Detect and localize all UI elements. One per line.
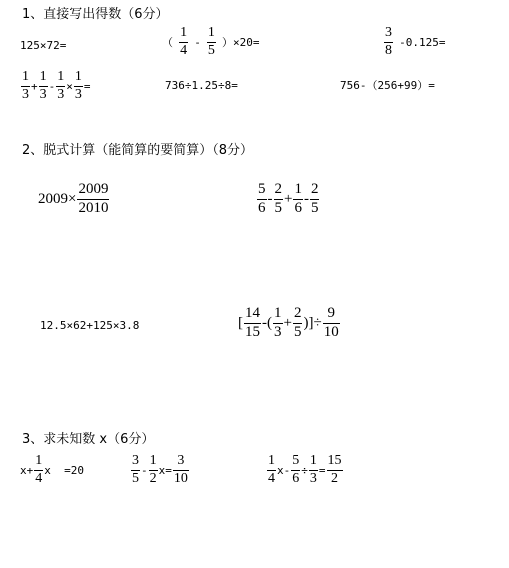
numerator: 9 bbox=[323, 306, 340, 324]
fraction bbox=[267, 454, 276, 486]
plus: + bbox=[31, 79, 38, 93]
numerator: 1 bbox=[309, 454, 318, 471]
numerator: 15 bbox=[327, 454, 343, 471]
numerator: 1 bbox=[74, 70, 83, 87]
problem-3a bbox=[20, 454, 84, 486]
minus: - bbox=[267, 190, 273, 207]
numerator: 3 bbox=[131, 454, 140, 471]
numerator: 1 bbox=[149, 454, 158, 471]
denominator: 3 bbox=[274, 323, 282, 340]
fraction bbox=[149, 454, 158, 486]
problem-1b bbox=[162, 26, 260, 58]
problem-1c bbox=[383, 26, 445, 58]
fraction bbox=[309, 454, 318, 486]
numerator: 1 bbox=[39, 70, 48, 87]
plus: + bbox=[284, 190, 293, 207]
problem-2b bbox=[256, 182, 320, 217]
fraction bbox=[323, 306, 340, 341]
x-minus: x- bbox=[277, 463, 291, 477]
fraction bbox=[327, 454, 343, 486]
fraction bbox=[293, 306, 303, 341]
problem-3c bbox=[266, 454, 344, 486]
bracket-open: [ bbox=[238, 314, 243, 331]
minus: - bbox=[141, 463, 148, 477]
numerator: 1 bbox=[267, 454, 276, 471]
divide: ÷ bbox=[301, 463, 308, 477]
denominator: 15 bbox=[245, 323, 260, 340]
numerator: 1 bbox=[207, 26, 216, 43]
denominator: 10 bbox=[173, 470, 188, 486]
fraction bbox=[179, 26, 188, 58]
denominator: 5 bbox=[293, 323, 302, 340]
denominator: 5 bbox=[207, 42, 215, 58]
denominator: 3 bbox=[74, 86, 82, 102]
fraction bbox=[310, 182, 320, 217]
fraction bbox=[74, 70, 83, 102]
denominator: 6 bbox=[258, 199, 266, 216]
expression-rest: -0.125= bbox=[399, 35, 446, 49]
fraction bbox=[77, 182, 109, 217]
denominator: 4 bbox=[268, 470, 275, 486]
fraction bbox=[257, 182, 267, 217]
fraction bbox=[274, 182, 284, 217]
paren-close-times: ）×20= bbox=[222, 35, 260, 49]
denominator: 8 bbox=[385, 42, 392, 58]
denominator: 5 bbox=[310, 199, 319, 216]
minus: - bbox=[194, 35, 201, 49]
denominator: 3 bbox=[39, 86, 47, 102]
section-3-heading: 3、求未知数 x（6分） bbox=[22, 432, 155, 447]
denominator: 4 bbox=[35, 470, 43, 486]
denominator: 3 bbox=[309, 470, 317, 486]
minus: - bbox=[48, 79, 56, 93]
fraction bbox=[39, 70, 48, 102]
numerator: 3 bbox=[173, 454, 189, 471]
expression-prefix: x+ bbox=[20, 463, 34, 477]
numerator: 14 bbox=[244, 306, 261, 324]
expression-prefix: 2009× bbox=[38, 190, 77, 207]
numerator: 2 bbox=[274, 182, 284, 200]
numerator: 2 bbox=[293, 306, 303, 324]
problem-1e: 736÷1.25÷8= bbox=[165, 79, 238, 92]
numerator: 5 bbox=[291, 454, 300, 471]
denominator: 4 bbox=[180, 42, 188, 58]
fraction bbox=[56, 70, 65, 102]
times: × bbox=[66, 79, 73, 93]
denominator: 5 bbox=[274, 199, 282, 216]
numerator: 1 bbox=[273, 306, 283, 324]
numerator: 1 bbox=[179, 26, 188, 43]
fraction bbox=[207, 26, 216, 58]
denominator: 10 bbox=[323, 323, 339, 340]
numerator: 1 bbox=[21, 70, 30, 87]
numerator: 2 bbox=[310, 182, 320, 200]
denominator: 2 bbox=[331, 470, 338, 486]
denominator: 2 bbox=[149, 470, 157, 486]
problem-2a bbox=[38, 182, 110, 217]
fraction bbox=[131, 454, 140, 486]
minus-paren: -( bbox=[262, 314, 272, 331]
denominator: 6 bbox=[292, 470, 300, 486]
equals: = bbox=[83, 79, 91, 93]
numerator: 1 bbox=[34, 454, 43, 471]
numerator: 2009 bbox=[77, 182, 109, 200]
numerator: 1 bbox=[293, 182, 303, 200]
equals: = bbox=[318, 463, 326, 477]
problem-1a: 125×72= bbox=[20, 39, 67, 52]
numerator: 1 bbox=[56, 70, 65, 87]
denominator: 6 bbox=[294, 199, 302, 216]
x-equals: x= bbox=[158, 463, 172, 477]
numerator: 3 bbox=[384, 26, 393, 43]
plus: + bbox=[283, 314, 292, 331]
denominator: 5 bbox=[132, 470, 139, 486]
fraction bbox=[173, 454, 189, 486]
problem-1d bbox=[20, 70, 91, 102]
denominator: 3 bbox=[22, 86, 29, 102]
expression-suffix: x =20 bbox=[44, 463, 84, 477]
denominator: 3 bbox=[57, 86, 65, 102]
fraction bbox=[21, 70, 30, 102]
section-2-heading: 2、脱式计算（能简算的要简算）（8分） bbox=[22, 143, 254, 158]
numerator: 5 bbox=[257, 182, 267, 200]
fraction bbox=[384, 26, 393, 58]
fraction bbox=[244, 306, 261, 341]
fraction bbox=[273, 306, 283, 341]
fraction bbox=[291, 454, 300, 486]
fraction bbox=[293, 182, 303, 217]
section-1-heading: 1、直接写出得数（6分） bbox=[22, 7, 169, 22]
close-divide: )]÷ bbox=[303, 314, 322, 331]
minus: - bbox=[303, 190, 309, 207]
problem-2d bbox=[238, 306, 341, 341]
paren-open: （ bbox=[162, 35, 173, 49]
problem-3b bbox=[130, 454, 190, 486]
problem-1f: 756-（256+99）= bbox=[340, 79, 435, 92]
denominator: 2010 bbox=[78, 199, 109, 216]
fraction bbox=[34, 454, 43, 486]
problem-2c: 12.5×62+125×3.8 bbox=[40, 319, 140, 332]
